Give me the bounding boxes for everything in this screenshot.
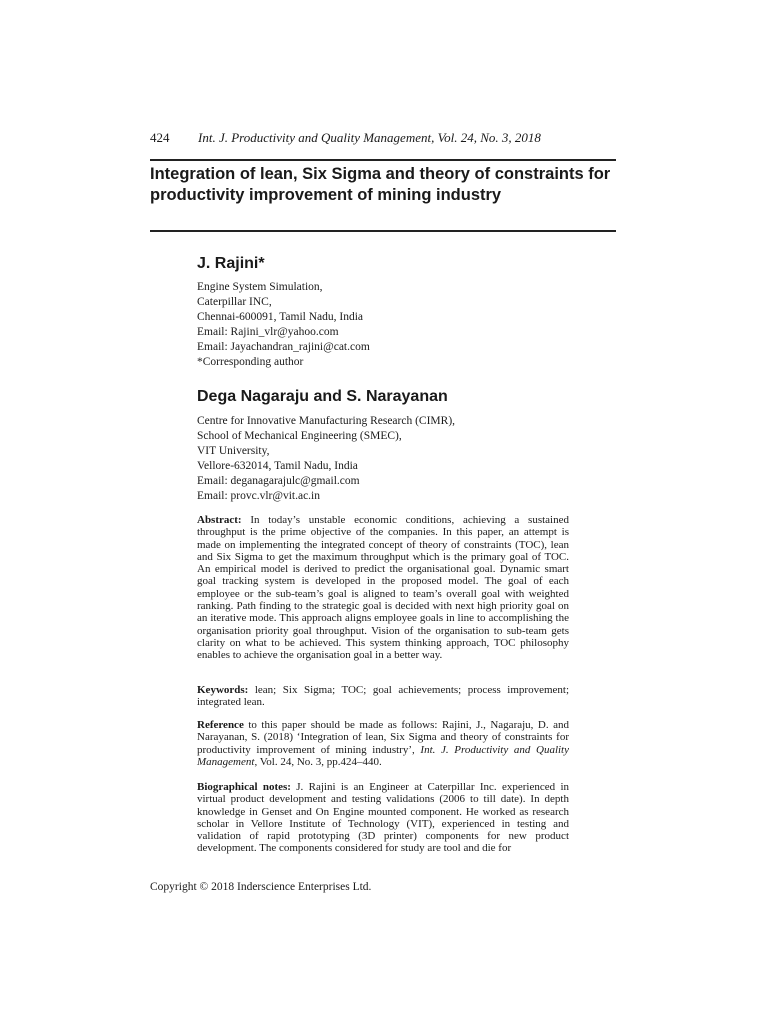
email-line: Email: deganagarajulc@gmail.com: [197, 475, 360, 487]
author-affiliation-1: [197, 280, 617, 370]
keywords-text: lean; Six Sigma; TOC; goal achievements; process improvement; integrated lean.: [197, 684, 569, 709]
keywords-label: Keywords:: [197, 684, 249, 696]
email-line: Email: provc.vlr@vit.ac.in: [197, 490, 321, 502]
copyright-footer: Copyright © 2018 Inderscience Enterprises Ltd.: [150, 881, 372, 893]
author-name-1: J. Rajini*: [197, 255, 265, 272]
reference-label: Reference: [197, 719, 244, 731]
abstract-label: Abstract:: [197, 514, 242, 526]
journal-citation: Int. J. Productivity and Quality Management, Vol. 24, No. 3, 2018: [198, 130, 541, 145]
affiliation-line: Centre for Innovative Manufacturing Research (CIMR),: [197, 415, 456, 427]
title-top-rule: [150, 159, 616, 161]
bio-label: Biographical notes:: [197, 781, 291, 793]
abstract: [197, 514, 569, 662]
reference-volume: , Vol. 24, No. 3, pp.424–440.: [254, 755, 382, 768]
author-name-2: Dega Nagaraju and S. Narayanan: [197, 388, 448, 405]
affiliation-line: Vellore-632014, Tamil Nadu, India: [197, 460, 358, 472]
corresponding-author-note: *Corresponding author: [197, 356, 304, 368]
bio-text: J. Rajini is an Engineer at Caterpillar Inc. experienced in virtual product development and testing validations (2006 to till date). In depth knowledge in Genset and On Engine mounted component. He worked as research scholar in Vellore Institute of Technology (VIT), experienced in testing and validation of rapid prototyping (3D printer) components for new product development. The components considered for study are tool and die for: [197, 781, 570, 855]
author-affiliation-2: [197, 414, 617, 504]
affiliation-line: Caterpillar INC,: [197, 296, 272, 308]
affiliation-line: Chennai-600091, Tamil Nadu, India: [197, 311, 364, 323]
email-line: Email: Rajini_vlr@yahoo.com: [197, 326, 339, 338]
reference-journal: Int. J. Productivity and Quality Management: [197, 743, 570, 768]
affiliation-line: School of Mechanical Engineering (SMEC),: [197, 430, 402, 442]
reference: [197, 719, 569, 768]
affiliation-line: VIT University,: [197, 445, 270, 457]
title-bottom-rule: [150, 230, 616, 232]
email-line: Email: Jayachandran_rajini@cat.com: [197, 341, 370, 353]
paper-title: Integration of lean, Six Sigma and theory of constraints for productivity improvement of mining industry: [150, 165, 611, 204]
running-header: [150, 130, 620, 146]
page-number: 424: [150, 130, 170, 145]
keywords: [197, 684, 569, 709]
affiliation-line: Engine System Simulation,: [197, 281, 323, 293]
abstract-text: In today’s unstable economic conditions, achieving a sustained throughput is the prime objective of the companies. In this paper, an attempt is made on implementing the integrated concept of theory of constraints (TOC), lean and Six Sigma to get the maximum throughput which is the primary goal of TOC. An empirical model is derived to predict the organisational goal. Dynamic smart goal tracking system is developed in the proposed model. The goal of each employee or the sub-team’s goal is aligned to team’s overall goal with weighted ranking. Path finding to the strategic goal is decided with next high priority goal on an iterative mode. This approach aligns employee goals in line to accomplishing the organisation priority goal throughput. Vision of the organisation to sub-team gets clarity on what to be achieved. This system thinking approach, TOC philosophy enables to achieve the organisation goal in a better way.: [197, 514, 569, 662]
reference-text: to this paper should be made as follows: Rajini, J., Nagaraju, D. and Narayanan, S. (2018) ‘Integration of lean, Six Sigma and theory of constraints for productivity improvement of mining industry’,: [197, 719, 569, 756]
biographical-notes: [197, 781, 569, 855]
